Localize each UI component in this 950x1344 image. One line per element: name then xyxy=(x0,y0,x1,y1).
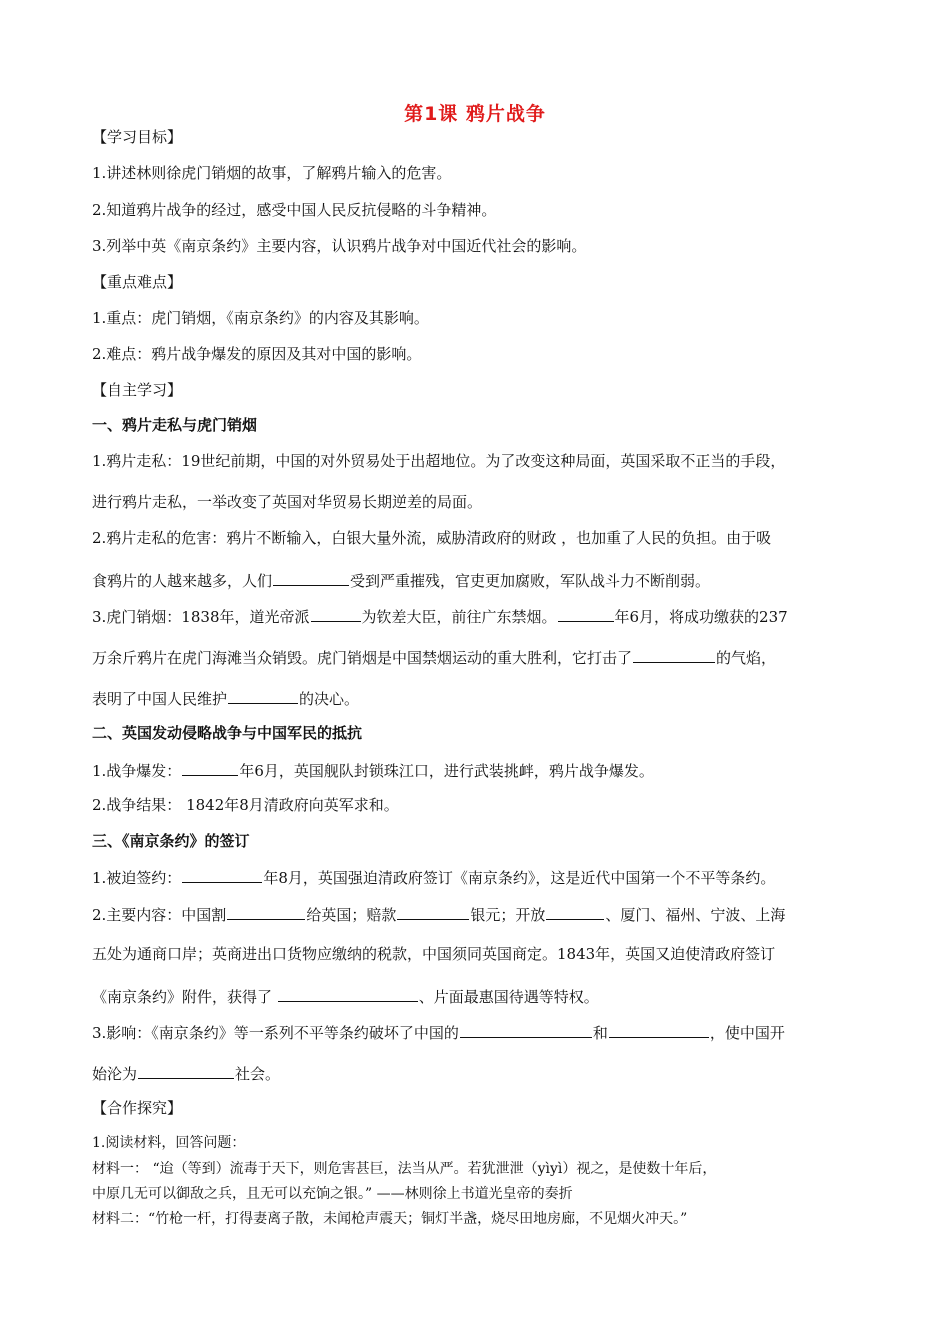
p3-2c xyxy=(92,985,599,1007)
goal-item-2: 2.知道鸦片战争的经过，感受中国人民反抗侵略的斗争精神。 xyxy=(92,201,497,219)
self-study-header: 【自主学习】 xyxy=(92,381,183,399)
lesson-title: 第1课 鸦片战争 xyxy=(404,103,546,125)
fill-blank[interactable] xyxy=(546,903,604,920)
text: 年8月，英国强迫清政府签订《南京条约》，这是近代中国第一个不平等条约。 xyxy=(263,869,776,887)
fill-blank[interactable] xyxy=(278,985,418,1002)
text: 3.影响：《南京条约》等一系列不平等条约破坏了中国的 xyxy=(92,1024,459,1042)
p1-1a: 1.鸦片走私：19世纪前期，中国的对外贸易处于出超地位。为了改变这种局面，英国采取不正当的手段， xyxy=(92,452,786,470)
text: 、片面最惠国待遇等特权。 xyxy=(418,988,599,1006)
text: 《南京条约》附件，获得了 xyxy=(92,988,277,1006)
key-item-2: 2.难点：鸦片战争爆发的原因及其对中国的影响。 xyxy=(92,345,422,363)
text: 的气焰， xyxy=(716,649,777,667)
fill-blank[interactable] xyxy=(227,903,305,920)
p3-1 xyxy=(92,866,775,888)
text: 和 xyxy=(592,1024,608,1042)
fill-blank[interactable] xyxy=(633,646,715,663)
text: 银元；开放 xyxy=(470,906,546,924)
fill-blank[interactable] xyxy=(609,1021,709,1038)
fill-blank[interactable] xyxy=(138,1062,234,1079)
part1-title: 一、鸦片走私与虎门销烟 xyxy=(92,416,258,434)
fill-blank[interactable] xyxy=(273,569,349,586)
text: 年6月，英国舰队封锁珠江口，进行武装挑衅，鸦片战争爆发。 xyxy=(239,762,654,780)
goal-item-1: 1.讲述林则徐虎门销烟的故事，了解鸦片输入的危害。 xyxy=(92,164,452,182)
goal-item-3: 3.列举中英《南京条约》主要内容，认识鸦片战争对中国近代社会的影响。 xyxy=(92,237,587,255)
text: 的决心。 xyxy=(299,690,360,708)
fill-blank[interactable] xyxy=(182,759,238,776)
material-1-line-1: 材料一： “迨（等到）流毒于天下，则危害甚巨，法当从严。若犹泄泄（yìyì）视之，是使数十年后， xyxy=(92,1161,717,1177)
fill-blank[interactable] xyxy=(460,1021,592,1038)
text: 3.虎门销烟：1838年，道光帝派 xyxy=(92,608,310,626)
p2-1 xyxy=(92,759,654,781)
text: 始沦为 xyxy=(92,1065,138,1083)
material-2: 材料二：“竹枪一杆，打得妻离子散，未闻枪声震天；铜灯半盏，烧尽田地房廊，不见烟火冲天。” xyxy=(92,1211,688,1227)
text: 给英国；赔款 xyxy=(306,906,397,924)
cooperation-header: 【合作探究】 xyxy=(92,1099,183,1117)
text: 1.战争爆发： xyxy=(92,762,182,780)
p3-2b: 五处为通商口岸；英商进出口货物应缴纳的税款，中国须同英国商定。1843年，英国又迫使清政府签订 xyxy=(92,945,776,963)
p3-2a xyxy=(92,903,785,925)
text: ，使中国开 xyxy=(709,1024,785,1042)
key-header: 【重点难点】 xyxy=(92,273,183,291)
fill-blank[interactable] xyxy=(228,687,298,704)
fill-blank[interactable] xyxy=(311,605,361,622)
part2-title: 二、英国发动侵略战争与中国军民的抵抗 xyxy=(92,724,363,742)
p1-3b xyxy=(92,646,776,668)
fill-blank[interactable] xyxy=(397,903,469,920)
text: 2.主要内容：中国割 xyxy=(92,906,227,924)
goals-header: 【学习目标】 xyxy=(92,128,183,146)
text: 、厦门、福州、宁波、上海 xyxy=(605,906,786,924)
text: 表明了中国人民维护 xyxy=(92,690,228,708)
p1-2b xyxy=(92,569,710,591)
text: 1.被迫签约： xyxy=(92,869,182,887)
text: 万余斤鸦片在虎门海滩当众销毁。虎门销烟是中国禁烟运动的重大胜利，它打击了 xyxy=(92,649,633,667)
material-1-line-2: 中原几无可以御敌之兵，且无可以充饷之银。” ——林则徐上书道光皇帝的奏折 xyxy=(92,1186,573,1202)
p1-2a: 2.鸦片走私的危害：鸦片不断输入，白银大量外流，威胁清政府的财政 ，也加重了人民的负担。由于吸 xyxy=(92,529,772,547)
fill-blank[interactable] xyxy=(558,605,614,622)
p1-3a xyxy=(92,605,788,627)
p3-3b xyxy=(92,1062,280,1084)
fill-blank[interactable] xyxy=(182,866,262,883)
key-item-1: 1.重点：虎门销烟，《南京条约》的内容及其影响。 xyxy=(92,309,429,327)
text: 受到严重摧残，官吏更加腐败，军队战斗力不断削弱。 xyxy=(350,572,711,590)
part3-title: 三、《南京条约》的签订 xyxy=(92,832,250,850)
p1-3c xyxy=(92,687,359,709)
text: 社会。 xyxy=(235,1065,281,1083)
p3-3a xyxy=(92,1021,785,1043)
text: 年6月，将成功缴获的237 xyxy=(614,608,788,626)
coop-question: 1.阅读材料，回答问题： xyxy=(92,1135,246,1151)
text: 为钦差大臣，前往广东禁烟。 xyxy=(361,608,557,626)
p1-1b: 进行鸦片走私，一举改变了英国对华贸易长期逆差的局面。 xyxy=(92,493,483,511)
text: 食鸦片的人越来越多，人们 xyxy=(92,572,273,590)
p2-2: 2.战争结果： 1842年8月清政府向英军求和。 xyxy=(92,796,399,814)
